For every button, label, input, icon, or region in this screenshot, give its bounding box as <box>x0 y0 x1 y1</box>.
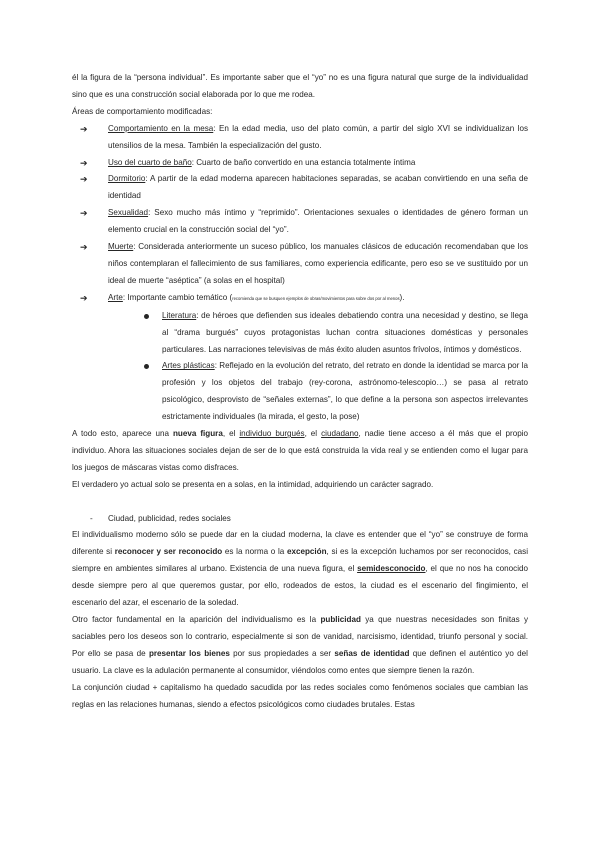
list-item-arte <box>72 290 528 426</box>
sub-list-item <box>108 308 528 359</box>
blank-line <box>72 494 528 511</box>
item-text: : A partir de la edad moderna aparecen habitaciones separadas, se acaban convirtiendo en una seña de identidad <box>108 174 528 201</box>
item-text: : En la edad media, uso del plato común, a partir del siglo XVI se individualizan los utensilios de la mesa. También la especialización del gusto. <box>108 123 529 150</box>
list-item <box>72 239 528 290</box>
round-bullet-icon <box>144 364 149 369</box>
arrow-bullet-icon: ➔ <box>80 242 88 253</box>
sub-item-label: Artes plásticas <box>162 361 215 371</box>
underlined-run: individuo burgués <box>239 429 305 439</box>
bold-underlined-run: semidesconocido <box>357 564 426 574</box>
areas-list <box>72 121 528 426</box>
sub-item-text: : de héroes que defienden sus ideales debatiendo contra una necesidad y destino, se llega al “drama burgués” cuyos protagonistas luchan contra situaciones domésticas y personales particulares. Las narraciones televisivas de más éxito aluden asuntos frívolos, íntimos y domésticos. <box>162 310 528 354</box>
text-run: A todo esto, aparece una <box>72 429 173 439</box>
paragraph-individualismo <box>72 527 528 612</box>
paragraph-nueva-figura <box>72 426 528 477</box>
document-page <box>72 70 528 713</box>
item-label: Muerte <box>108 242 134 252</box>
arrow-bullet-icon: ➔ <box>80 208 88 219</box>
list-item <box>72 205 528 239</box>
arrow-bullet-icon: ➔ <box>80 123 88 134</box>
list-item <box>72 171 528 205</box>
text-run: por sus propiedades a ser <box>229 648 335 658</box>
areas-heading: Áreas de comportamiento modificadas: <box>72 106 213 116</box>
text-run: El individualismo moderno sólo se puede dar en la ciudad moderna, la clave es entender que el “yo” se construye de forma diferente si <box>72 530 528 557</box>
text-run: , el <box>304 429 322 439</box>
arrow-bullet-icon: ➔ <box>80 174 88 185</box>
underlined-run: ciudadano <box>321 429 359 439</box>
list-item <box>72 121 528 155</box>
bold-run: nueva figura <box>172 429 223 439</box>
round-bullet-icon <box>144 314 149 319</box>
item-label: Arte <box>108 292 123 302</box>
small-note: recomienda que se busquen ejemplos de obras/movimientos para sobre dos por al menos <box>232 295 400 301</box>
item-text: : Sexo mucho más íntimo y “reprimido”. Orientaciones sexuales o identidades de género forman un elemento crucial en la construcción social del “yo”. <box>108 208 528 235</box>
arte-sublist <box>108 308 528 426</box>
item-text: : Considerada anteriormente un suceso público, los manuales clásicos de educación recomendaban que los niños contemplaran el fallecimiento de sus familiares, como experiencia edificante, pero eso se ve sustituido por un ideal de muerte “aséptica” (a solas en el hospital) <box>108 242 528 285</box>
paragraph-verdadero-yo: El verdadero yo actual solo se presenta en a solas, en la intimidad, adquiriendo un carácter sagrado. <box>72 479 434 489</box>
text-run: , el <box>222 429 240 439</box>
item-label: Sexualidad <box>108 208 149 218</box>
arrow-bullet-icon: ➔ <box>80 292 88 303</box>
item-text: : Importante cambio temático ( <box>122 292 233 302</box>
item-label: Dormitorio <box>108 174 146 184</box>
item-text-end: ). <box>399 292 405 302</box>
bold-run: señas de identidad <box>334 648 410 658</box>
bold-run: presentar los bienes <box>148 648 230 658</box>
text-run: , si es la excepción luchamos por ser reconocidos, casi siempre en ambientes similares al urbano. Existencia de una nueva figura, el <box>72 547 528 574</box>
text-run: , nadie tiene acceso a él más que el propio individuo. Ahora las situaciones sociales dejan de ser de lo que está construida la vida real y se entienden como el lugar para los juegos de máscaras vistas como disfraces. <box>72 429 529 472</box>
text-run: Otro factor fundamental en la aparición del individualismo es la <box>72 614 321 624</box>
section-heading <box>72 511 528 528</box>
item-label: Comportamiento en la mesa <box>108 123 214 133</box>
sub-item-label: Literatura <box>162 310 197 320</box>
bold-run: excepción <box>286 547 327 557</box>
paragraph-conjuncion: La conjunción ciudad + capitalismo ha quedado sacudida por las redes sociales como fenómenos sociales que cambian las reglas en las relaciones humanas, siendo a efectos psicológicos como ciudades brutales. Estas <box>72 682 528 709</box>
list-item <box>72 155 528 172</box>
text-run: que definen el auténtico yo del usuario. La clave es la adulación permanente al consumidor, viéndolos como entes que siempre tienen la razón. <box>72 648 528 675</box>
text-run: , el que no nos ha conocido desde siempre pero al que queremos gustar, por ello, rodeados de estos, la ciudad es el escenario del fingimiento, el escenario del azar, el escenario de la soledad. <box>72 564 528 608</box>
section-title: Ciudad, publicidad, redes sociales <box>108 513 231 523</box>
text-run: es la norma o la <box>222 547 287 557</box>
sub-list-item <box>108 358 528 426</box>
item-text: : Cuarto de baño convertido en una estancia totalmente íntima <box>191 157 416 167</box>
intro-paragraph: él la figura de la “persona individual”. Es importante saber que el “yo” no es una figura natural que surge de la individualidad sino que es una construcción social elaborada por lo que me rodea. <box>72 73 528 99</box>
text-run: ya que nuestras necesidades son finitas y saciables pero los deseos son lo contrario, especialmente si son de vanidad, narcisismo, identidad, triunfo personal y social. Por ello se pasa de <box>72 614 528 658</box>
bold-run: publicidad <box>320 614 361 624</box>
item-label: Uso del cuarto de baño <box>108 157 192 167</box>
sub-item-text: : Reflejado en la evolución del retrato, del retrato en donde la identidad se marca por la profesión y los objetos del trabajo (rey-corona, astrónomo-telescopio…) se pasa al retrato psicológico, desprovisto de “señales externas”, lo que define a la persona son aspectos irrelevantes estrictamente individuales (la mirada, el gesto, la pose) <box>162 361 528 422</box>
arrow-bullet-icon: ➔ <box>80 157 88 168</box>
paragraph-publicidad <box>72 612 528 680</box>
dash-bullet: - <box>90 513 93 523</box>
bold-run: reconocer y ser reconocido <box>114 547 223 557</box>
